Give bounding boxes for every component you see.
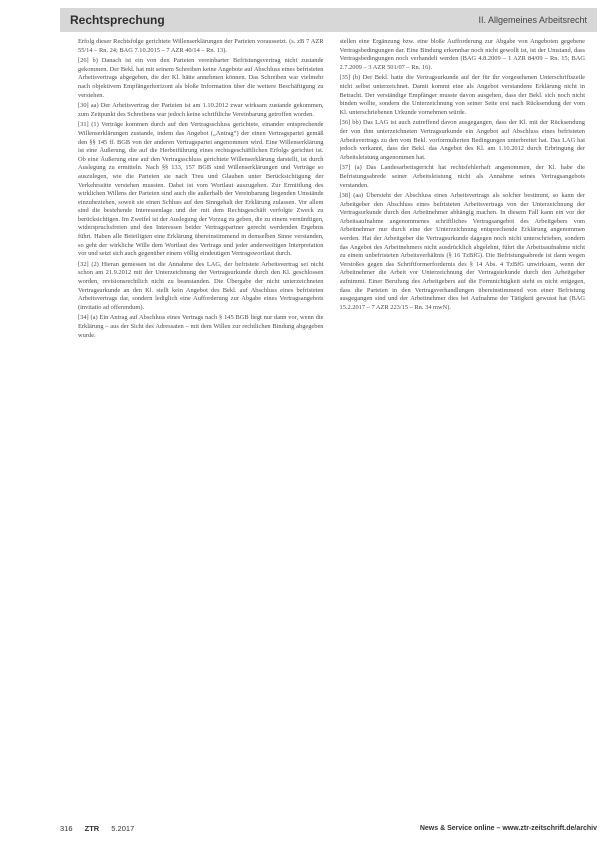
footer-website-link[interactable]: News & Service online – www.ztr-zeitschrift.de/archiv	[419, 824, 597, 832]
paragraph: [34] (a) Ein Antrag auf Abschluss eines Vertrags nach § 145 BGB liegt nur dann vor, wenn die Erklärung – aus der Sicht des Adressaten – mit dem Willen zur rechtlichen Bindung abgegeben wurde.	[78, 314, 324, 339]
paragraph: [32] (2) Hieran gemessen ist die Annahme des LAG, der befristete Arbeitsvertrag sei nicht schon am 21.9.2012 mit der Unterzeichnung der Vertragsurkunde durch den Kl. geschlossen worden, revisionsrechtlich nicht zu beanstanden. Die Übergabe der nicht unterzeichneten Vertragsurkunde an den Kl. stellt kein Angebot des Bekl. auf Abschluss eines befristeten Arbeitsvertrags dar, sondern lediglich eine Aufforderung zur Abgabe eines Vertragsangebots (invitatio ad offerendum).	[78, 260, 324, 311]
paragraph: Erfolg dieser Rechtsfolge gerichtete Willenserklärungen der Parteien voraussetzt. (s. zB 7 AZR 55/14 – Rn. 24; BAG 7.10.2015 – 7 AZR 40/14 – Rn. 13).	[78, 38, 324, 54]
page-header	[60, 8, 597, 32]
footer-left	[60, 824, 144, 833]
journal-name: ZTR	[84, 823, 100, 833]
article-body	[78, 38, 585, 816]
left-column	[78, 38, 324, 816]
paragraph: [35] (b) Der Bekl. hatte die Vertragsurkunde auf der für ihr vorgesehenen Unterschriftszeile nicht selbst unterzeichnet. Damit kommt eine als Angebot verstandene Erklärung nicht in Betracht. Der verständige Empfänger musste davon ausgehen, dass der Bekl. sich noch nicht binden wollte, sondern die Unterzeichnung von seiner Seite erst nach Rücksendung der vom Kl. unterschriebenen Urkunde vornehmen würde.	[339, 74, 585, 116]
paragraph: [37] (a) Das Landesarbeitsgericht hat rechtsfehlerhaft angenommen, der Kl. habe die Befristungsabrede seiner Arbeitsleistung nicht als Annahme seines Vertragsangebots verstanden.	[339, 164, 585, 189]
paragraph: [36] bb) Das LAG ist auch zutreffend davon ausgegangen, dass der Kl. mit der Rücksendung der von ihm unterzeichneten Vertragsurkunde ein Angebot auf Abschluss eines befristeten Arbeitsvertrags zu den vom Bekl. vorformulierten Bedingungen unterbreitet hat. Das LAG hat jedoch verkannt, dass der Bekl. das Angebot des Kl. am 1.10.2012 durch Erbringung der Arbeitsleistung angenommen hat.	[339, 119, 585, 161]
page-number: 316	[60, 823, 73, 833]
section-title: Rechtsprechung	[70, 13, 165, 27]
paragraph: [30] aa) Der Arbeitsvertrag der Parteien ist am 1.10.2012 zwar wirksam zustande gekommen, zum Zeitpunkt des Schreibens war jedoch keine schriftliche Vereinbarung getroffen worden.	[78, 102, 324, 118]
section-subtitle: II. Allgemeines Arbeitsrecht	[478, 15, 587, 25]
paragraph: stellen eine Ergänzung bzw. eine bloße Aufforderung zur Abgabe von Angeboten gegebene Vertragsbedingungen dar. Eine Bindung erkennbar noch nicht gewollt ist, ist der Umstand, dass Vertragsbedingungen noch verhandelt werden (BAG 4.8.2009 – 1 AZR 84/09 – Rn. 15; BAG 2.7.2009 – 3 AZR 501/07 – Rn. 16).	[339, 38, 585, 71]
right-column	[340, 38, 586, 816]
paragraph: [31] (1) Verträge kommen durch auf den Vertragsschluss gerichtete, einander entsprechende Willenserklärungen zustande, indem das Angebot („Antrag“) der einen Vertragspartei gemäß den §§ 145 ff. BGB von der anderen Vertragspartei angenommen wird. Eine Willenserklärung ist eine Äußerung, die auf die Herbeiführung eines rechtsgeschäftlichen Erfolgs gerichtet ist. Ob eine Äußerung eine auf den Vertragsschluss gerichtete Willenserklärung darstellt, ist durch Auslegung zu ermitteln. Nach §§ 133, 157 BGB sind Willenserklärungen und Verträge so auszulegen, wie die Parteien sie nach Treu und Glauben unter Berücksichtigung der Verkehrssitte verstehen mussten. Dabei ist vom Wortlaut auszugehen. Zur Ermittlung des wirklichen Willens der Parteien sind auch die außerhalb der Vereinbarung liegenden Umstände einzubeziehen, soweit sie einen Schluss auf den Sinngehalt der Erklärung zulassen. Vor allem sind die bestehende Interessenlage und der mit dem Rechtsgeschäft verfolgte Zweck zu berücksichtigen. Im Zweifel ist der Auslegung der Vorzug zu geben, die zu einem vernünftigen, widerspruchsfreien und den Interessen beider Vertragspartner gerecht werdenden Ergebnis führt. Haben alle Beteiligten eine Erklärung übereinstimmend in demselben Sinne verstanden, so geht der wirkliche Wille dem Wortlaut des Vertrags und jeder anderweitigen Interpretation vor und setzt sich auch gegenüber einem völlig eindeutigen Vertragswortlaut durch.	[78, 121, 324, 258]
paragraph: [26] b) Danach ist ein von den Parteien vereinbarter Befristungsvertrag nicht zustande gekommen. Der Bekl. hat mit seinem Schreiben keine Angebote auf Abschluss eines befristeten Arbeitsvertrags abgegeben, die der Kl. hätte annehmen können. Das Schreiben war vielmehr nach objektivem Empfängerhorizont als bloße Information über die weitere Beschäftigung zu verstehen.	[78, 57, 324, 99]
paragraph: [38] (aa) Übersieht der Abschluss eines Arbeitsvertrags als solcher bestimmt, so kann der Arbeitgeber den Abschluss eines befristeten Arbeitsvertrags von der Unterzeichnung der Vertragsurkunde durch den Arbeitnehmer abhängig machen. In diesem Fall kann ein vor der Arbeitsaufnahme angenommenes schriftliches Vertragsangebot des Arbeitgebers vom Arbeitnehmer nur durch eine der Unterzeichnung entsprechende Erklärung angenommen werden. Hat der Arbeitgeber die Vertragsurkunde dagegen noch nicht unterschrieben, sondern das Angebot des Arbeitnehmers nicht ausdrücklich abgelehnt, führt die Arbeitsaufnahme nicht zu einem unbefristeten Arbeitsverhältnis (§ 16 TzBfG). Die Befristungsabrede ist dann wegen Verstoßes gegen das Schriftformerfordernis des § 14 Abs. 4 TzBfG unwirksam, wenn der Arbeitnehmer die Arbeit vor Unterzeichnung der Vertragsurkunde durch den Arbeitgeber aufnimmt. Einer Berufung des Arbeitgebers auf die Formnichtigkeit steht es nicht entgegen, dass die Parteien in den Vertragsverhandlungen übereinstimmend von einer Befristung ausgegangen sind und der Arbeitnehmer dies bei Aufnahme der Tätigkeit gewusst hat (BAG 15.2.2017 – 7 AZR 223/15 – Rn. 34 mwN).	[339, 192, 585, 311]
page-footer	[60, 820, 597, 836]
journal-issue: 5.2017	[111, 823, 135, 833]
